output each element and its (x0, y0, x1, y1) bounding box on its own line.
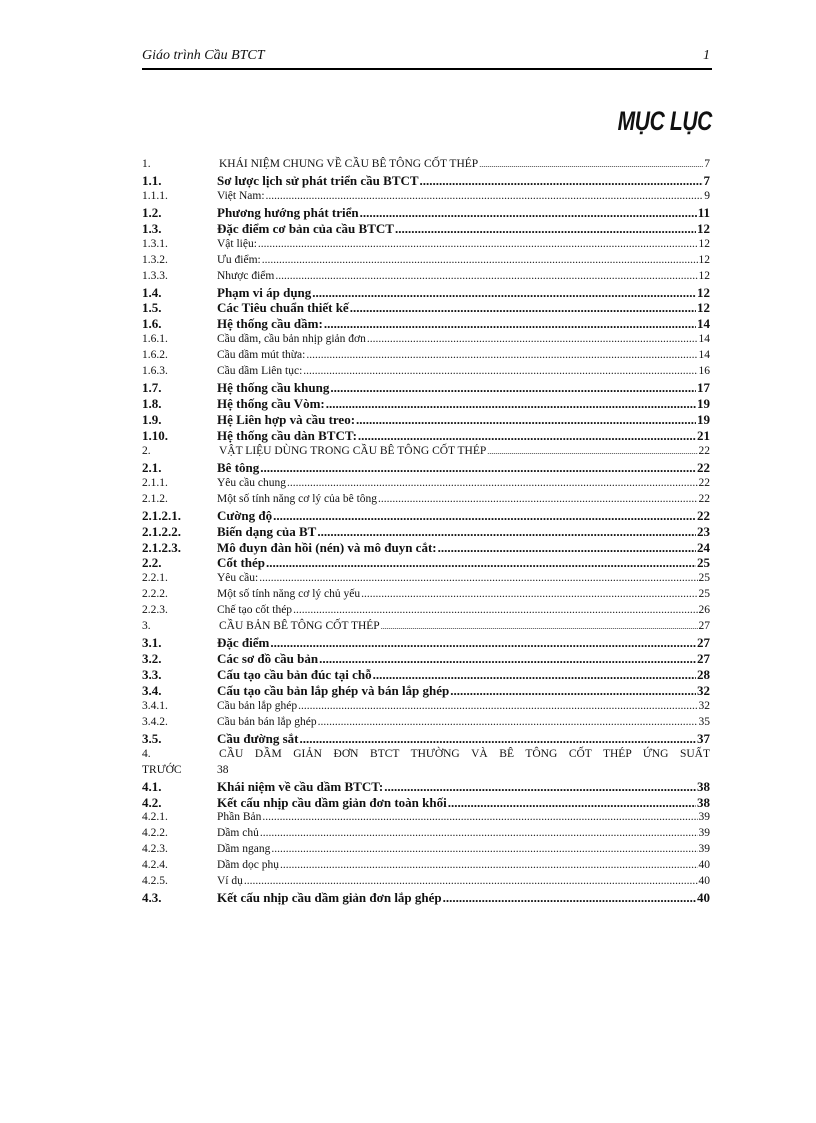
toc-entry-text: Cấu tạo cầu bản lắp ghép và bán lắp ghép (217, 682, 450, 698)
toc-entry[interactable] (142, 300, 710, 316)
toc-entry-text: Phương hướng phát triển (217, 204, 359, 220)
dot-leader (420, 173, 703, 189)
dot-leader (262, 810, 697, 826)
toc-section-4 (142, 779, 710, 907)
toc-entry-number: 3.5. (142, 730, 162, 746)
toc-entry-number: 4. (142, 747, 151, 760)
toc-entry[interactable] (142, 332, 710, 348)
toc-entry-page: 38 (217, 763, 229, 776)
toc-entry[interactable] (142, 285, 710, 301)
toc-entry-text-continued: TRƯỚC (142, 763, 182, 776)
page-header (142, 48, 712, 70)
toc-entry-page: 37 (697, 730, 710, 746)
toc-entry-number: 4.2.3. (142, 843, 168, 856)
toc-entry[interactable] (142, 221, 710, 237)
toc-entry-page: 39 (698, 827, 710, 840)
dot-leader (258, 237, 698, 253)
dot-leader (395, 221, 696, 237)
toc-entry[interactable] (142, 779, 710, 795)
toc-entry-text: Cầu dầm Liên tục: (217, 365, 303, 378)
toc-entry[interactable] (142, 635, 710, 651)
toc-entry-number: 4.3. (142, 890, 162, 906)
toc-entry-number: 4.2. (142, 794, 162, 810)
dot-leader (317, 524, 696, 540)
toc-entry[interactable] (142, 731, 710, 747)
dot-leader (312, 285, 696, 301)
toc-entry-page: 16 (698, 365, 710, 378)
toc-entry-number: 1.4. (142, 284, 162, 300)
toc-entry[interactable] (142, 683, 710, 699)
dot-leader (319, 651, 696, 667)
toc-entry[interactable] (142, 555, 710, 571)
toc-entry-number: 1.3. (142, 220, 162, 236)
dot-leader (361, 587, 697, 603)
toc-entry-number: 4.2.4. (142, 859, 168, 872)
toc-entry[interactable] (142, 810, 710, 826)
toc-entry[interactable] (142, 269, 710, 285)
toc-entry-text: Đặc điểm cơ bản của cầu BTCT (217, 220, 394, 236)
toc-entry[interactable] (142, 253, 710, 269)
toc-entry-text: Việt Nam: (217, 189, 265, 202)
toc-entry[interactable] (142, 428, 710, 444)
toc-entry[interactable] (142, 348, 710, 364)
toc-entry[interactable] (142, 189, 710, 205)
dot-leader (266, 555, 696, 571)
toc-entry-page: 25 (698, 572, 710, 585)
toc-entry-page: 22 (698, 476, 710, 489)
toc-entry-text: Hệ thống cầu Vòm: (217, 396, 325, 412)
dot-leader (262, 253, 698, 269)
dot-leader (378, 492, 697, 508)
toc-entry-page: 11 (697, 204, 710, 220)
toc-entry-text: Dầm dọc phụ (217, 859, 279, 872)
toc-entry[interactable] (142, 826, 710, 842)
dot-leader (324, 316, 696, 332)
toc-entry-number: 1.6.3. (142, 365, 168, 378)
dot-leader (381, 619, 698, 635)
toc-entry-number: 3. (142, 620, 151, 633)
toc-entry-text: Chế tạo cốt thép (217, 604, 293, 617)
toc-entry-text: Dầm ngang (217, 843, 271, 856)
toc-entry-number: 2.2.1. (142, 572, 168, 585)
dot-leader (306, 348, 697, 364)
dot-leader (356, 412, 696, 428)
toc-entry-page: 27 (697, 651, 710, 667)
toc-entry-page: 40 (698, 875, 710, 888)
dot-leader (330, 380, 696, 396)
toc-entry-text: Hệ thống cầu dầm: (217, 316, 323, 332)
toc-entry-text: Cấu tạo cầu bản đúc tại chỗ (217, 667, 372, 682)
toc-entry[interactable] (142, 396, 710, 412)
toc-entry-page: 32 (698, 699, 710, 712)
toc-entry-page: 27 (697, 635, 710, 651)
toc-entry-number: 2.2.3. (142, 604, 168, 617)
toc-entry-page: 14 (697, 316, 710, 332)
dot-leader (487, 444, 697, 460)
toc-entry-text: Hệ thống cầu khung (217, 380, 330, 396)
toc-entry-text: Cầu dầm mút thừa: (217, 349, 306, 362)
dot-leader (438, 540, 696, 556)
toc-entry-text: Cường độ (217, 507, 273, 523)
toc-entry-text: Cầu bản bán lắp ghép (217, 715, 317, 728)
toc-entry-number: 2.2.2. (142, 588, 168, 601)
toc-entry[interactable] (142, 842, 710, 858)
toc-entry[interactable] (142, 619, 710, 635)
toc-entry-text: Khái niệm về cầu dầm BTCT: (217, 778, 384, 794)
toc-entry-text: Hệ Liên hợp và cầu treo: (217, 412, 356, 427)
toc-entry-text: Yêu cầu: (217, 572, 259, 585)
toc-heading: MỤC LỤC (617, 106, 712, 136)
dot-leader (266, 189, 704, 205)
toc-entry-page: 12 (697, 284, 710, 300)
toc-entry-number: 4.1. (142, 778, 162, 794)
toc-entry-page: 40 (697, 890, 710, 906)
toc-entry[interactable] (142, 412, 710, 428)
toc-entry[interactable] (142, 667, 710, 683)
toc-entry-page: 38 (697, 778, 710, 794)
toc-entry-number: 3.4.2. (142, 715, 168, 728)
toc-entry-page: 40 (698, 859, 710, 872)
toc-entry-text: Cầu dầm, cầu bản nhịp giản đơn (217, 333, 366, 346)
dot-leader (326, 396, 696, 412)
toc-entry-text: Phần Bản (217, 811, 262, 824)
toc-entry-text: CẦU DẦM GIẢN ĐƠN BTCT THƯỜNG VÀ BÊ TÔNG CỐT THÉP ỨNG SUẤT (219, 747, 710, 760)
toc-entry[interactable] (142, 524, 710, 540)
toc-entry[interactable] (142, 476, 710, 492)
toc-entry[interactable] (142, 237, 710, 253)
toc-entry-page: 39 (698, 811, 710, 824)
toc-entry-page: 12 (697, 220, 710, 236)
toc-entry-page: 17 (697, 380, 710, 396)
toc-entry-text: Kết cấu nhịp cầu dầm giản đơn toàn khối (217, 794, 447, 810)
toc-entry-page: 9 (704, 189, 710, 202)
dot-leader (275, 269, 697, 285)
toc-entry-number: 1.3.1. (142, 237, 168, 250)
toc-entry[interactable] (142, 540, 710, 556)
toc-entry-number: 1.6. (142, 316, 162, 332)
dot-leader (293, 603, 697, 619)
toc-entry-page: 32 (697, 682, 710, 698)
dot-leader (373, 667, 696, 683)
toc-entry-page: 28 (697, 667, 710, 682)
toc-entry-text: Một số tính năng cơ lý của bê tông (217, 492, 378, 505)
toc-entry-text: Đặc điểm (217, 635, 270, 651)
dot-leader (318, 715, 698, 731)
dot-leader (259, 571, 697, 587)
toc-entry-page: 12 (698, 237, 710, 250)
toc-entry-page: 7 (704, 158, 710, 170)
toc-entry-page: 27 (698, 620, 710, 633)
toc-entry-page: 22 (697, 459, 710, 475)
toc-entry-text: Ví dụ (217, 875, 243, 888)
toc-entry-number: 3.4. (142, 682, 162, 698)
toc-entry[interactable] (142, 890, 710, 906)
toc-entry-text: Kết cấu nhịp cầu dầm giản đơn lắp ghép (217, 890, 442, 906)
dot-leader (479, 157, 703, 173)
toc-entry-number: 3.1. (142, 635, 162, 651)
toc-entry-page: 38 (697, 794, 710, 810)
toc-entry-number: 1.8. (142, 396, 162, 412)
toc-entry-number: 4.2.2. (142, 827, 168, 840)
toc-entry-number: 1.1.1. (142, 189, 168, 202)
toc-entry-page: 7 (703, 172, 710, 188)
toc-entry[interactable] (142, 460, 710, 476)
toc-entry-text: Một số tính năng cơ lý chủ yếu (217, 588, 361, 601)
toc-entry[interactable] (142, 715, 710, 731)
toc-entry[interactable] (142, 699, 710, 715)
dot-leader (244, 874, 698, 890)
dot-leader (367, 332, 698, 348)
toc-entry-page: 23 (697, 523, 710, 539)
toc-entry-page: 22 (698, 444, 710, 457)
toc-entry-number: 1.1. (142, 172, 162, 188)
dot-leader (260, 460, 696, 476)
toc-entry-number: 1.3.3. (142, 269, 168, 282)
dot-leader (448, 795, 696, 811)
toc-entry-page: 14 (698, 333, 710, 346)
document-title: Giáo trình Cầu BTCT (142, 48, 265, 63)
toc-entry-page: 19 (697, 396, 710, 412)
toc-entry-number: 1.6.1. (142, 333, 168, 346)
toc-entry-page: 39 (698, 843, 710, 856)
dot-leader (270, 635, 696, 651)
toc-entry-number: 4.2.5. (142, 875, 168, 888)
toc-entry-number: 3.4.1. (142, 699, 168, 712)
toc-entry-text: Phạm vi áp dụng (217, 284, 312, 300)
toc-entry-number: 1.7. (142, 380, 162, 396)
toc-entry-page: 12 (698, 253, 710, 266)
dot-leader (260, 826, 698, 842)
toc-entry-number: 2.1.1. (142, 476, 168, 489)
toc-entry-text: VẬT LIỆU DÙNG TRONG CẦU BÊ TÔNG CỐT THÉP (219, 444, 487, 457)
toc-entry-text: Ưu điểm: (217, 253, 261, 266)
toc-entry-text: KHÁI NIỆM CHUNG VỀ CẦU BÊ TÔNG CỐT THÉP (219, 158, 479, 170)
toc-entry-text: Các Tiêu chuẩn thiết kế (217, 300, 349, 316)
toc-entry-page: 12 (698, 269, 710, 282)
toc-entry-number: 1.2. (142, 204, 162, 220)
toc-entry[interactable] (142, 157, 710, 173)
dot-leader (271, 842, 697, 858)
toc-entry[interactable] (142, 492, 710, 508)
toc-entry-text: Sơ lược lịch sử phát triển cầu BTCT (217, 172, 419, 188)
toc-section-1-3 (142, 157, 710, 747)
dot-leader (287, 476, 698, 492)
dot-leader (299, 731, 696, 747)
toc-entry[interactable] (142, 651, 710, 667)
toc-entry-page: 25 (697, 555, 710, 571)
table-of-contents (142, 157, 710, 906)
toc-entry-4[interactable] (142, 747, 710, 779)
toc-entry[interactable] (142, 795, 710, 811)
toc-entry[interactable] (142, 316, 710, 332)
dot-leader (358, 428, 696, 444)
toc-entry-number: 1.5. (142, 300, 162, 316)
dot-leader (298, 699, 697, 715)
toc-entry-text: Cầu đường sắt (217, 730, 299, 746)
toc-entry-number: 4.2.1. (142, 811, 168, 824)
dot-leader (350, 300, 696, 316)
toc-entry-text: Mô đuyn đàn hồi (nén) và mô đuyn cắt: (217, 539, 437, 555)
toc-entry[interactable] (142, 874, 710, 890)
toc-entry-number: 2.1. (142, 459, 162, 475)
toc-entry-number: 3.3. (142, 667, 162, 682)
toc-entry-text: Các sơ đồ cầu bản (217, 651, 319, 667)
toc-entry-number: 1.10. (142, 427, 168, 443)
toc-entry[interactable] (142, 858, 710, 874)
toc-entry[interactable] (142, 508, 710, 524)
toc-entry-text: Dầm chủ (217, 827, 259, 840)
toc-entry[interactable] (142, 603, 710, 619)
toc-entry[interactable] (142, 173, 710, 189)
toc-entry-number: 2.1.2.1. (142, 507, 181, 523)
toc-entry[interactable] (142, 364, 710, 380)
dot-leader (443, 890, 696, 906)
toc-entry-page: 24 (697, 539, 710, 555)
toc-entry-number: 2.1.2. (142, 492, 168, 505)
toc-entry-number: 1.9. (142, 412, 162, 427)
toc-entry-text: CẦU BẢN BÊ TÔNG CỐT THÉP (219, 620, 380, 633)
toc-entry-page: 12 (697, 300, 710, 316)
toc-entry-page: 22 (698, 492, 710, 505)
toc-entry-page: 26 (698, 604, 710, 617)
toc-entry[interactable] (142, 205, 710, 221)
toc-entry-page: 19 (697, 412, 710, 427)
toc-entry-number: 2.1.2.2. (142, 523, 181, 539)
dot-leader (273, 508, 696, 524)
dot-leader (280, 858, 698, 874)
dot-leader (384, 779, 696, 795)
toc-entry-page: 22 (697, 507, 710, 523)
toc-entry-text: Biến dạng của BT (217, 523, 317, 539)
dot-leader (303, 364, 697, 380)
toc-entry-page: 14 (698, 349, 710, 362)
toc-entry-text: Cốt thép (217, 555, 266, 571)
toc-entry-text: Bê tông (217, 459, 260, 475)
toc-entry[interactable] (142, 587, 710, 603)
toc-entry-text: Vật liệu: (217, 237, 257, 250)
toc-entry-number: 1.3.2. (142, 253, 168, 266)
toc-entry-text: Nhược điểm (217, 269, 275, 282)
toc-entry[interactable] (142, 380, 710, 396)
toc-entry-page: 21 (697, 427, 710, 443)
toc-entry-page: 35 (698, 715, 710, 728)
toc-entry[interactable] (142, 444, 710, 460)
toc-entry-number: 1. (142, 158, 151, 170)
toc-entry-number: 2.2. (142, 555, 162, 571)
toc-entry-page: 25 (698, 588, 710, 601)
toc-entry-number: 3.2. (142, 651, 162, 667)
page-number: 1 (703, 48, 710, 63)
toc-entry-number: 1.6.2. (142, 349, 168, 362)
toc-entry-text: Yêu cầu chung (217, 476, 286, 489)
toc-entry-number: 2.1.2.3. (142, 539, 181, 555)
dot-leader (360, 205, 697, 221)
toc-entry[interactable] (142, 571, 710, 587)
dot-leader (450, 683, 696, 699)
toc-entry-number: 2. (142, 444, 151, 457)
toc-entry-text: Hệ thống cầu dàn BTCT: (217, 427, 357, 443)
toc-entry-text: Cầu bản lắp ghép (217, 699, 298, 712)
